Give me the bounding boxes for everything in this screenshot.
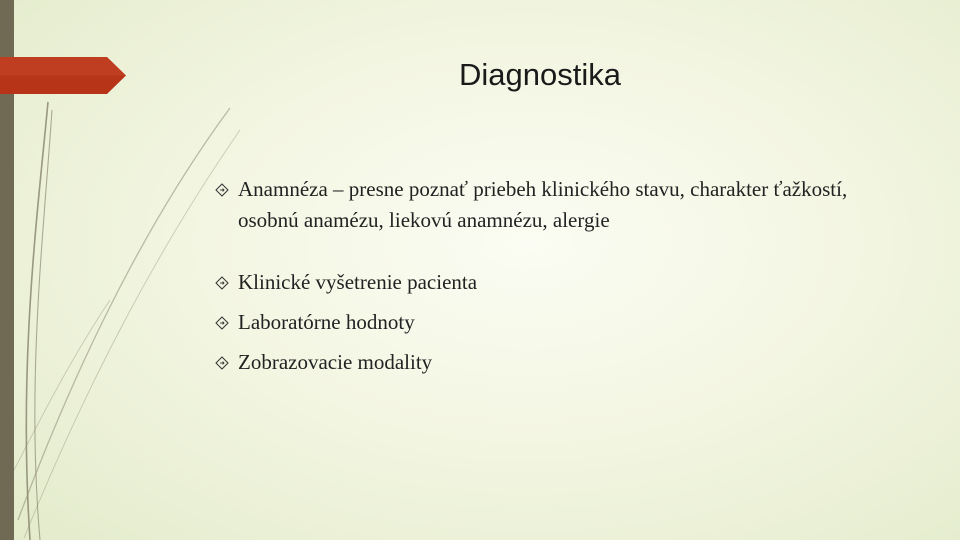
title-arrow-shape xyxy=(0,57,126,94)
diamond-bullet-icon xyxy=(215,276,229,290)
diamond-bullet-icon xyxy=(215,316,229,330)
bullet-item xyxy=(215,267,905,298)
bullet-item xyxy=(215,174,905,236)
slide-title: Diagnostika xyxy=(459,57,621,92)
diamond-bullet-icon xyxy=(215,183,229,197)
bullet-item xyxy=(215,307,905,338)
bullet-text: Klinické vyšetrenie pacienta xyxy=(238,270,478,294)
bullet-text: Anamnéza – presne poznať priebeh klinického stavu, charakter ťažkostí, osobnú anamézu, liekovú anamnézu, alergie xyxy=(238,177,848,232)
bullet-item xyxy=(215,347,905,378)
bullet-list xyxy=(215,174,905,378)
bullet-text: Laboratórne hodnoty xyxy=(238,310,415,334)
diamond-bullet-icon xyxy=(215,356,229,370)
bullet-text: Zobrazovacie modality xyxy=(238,350,433,374)
